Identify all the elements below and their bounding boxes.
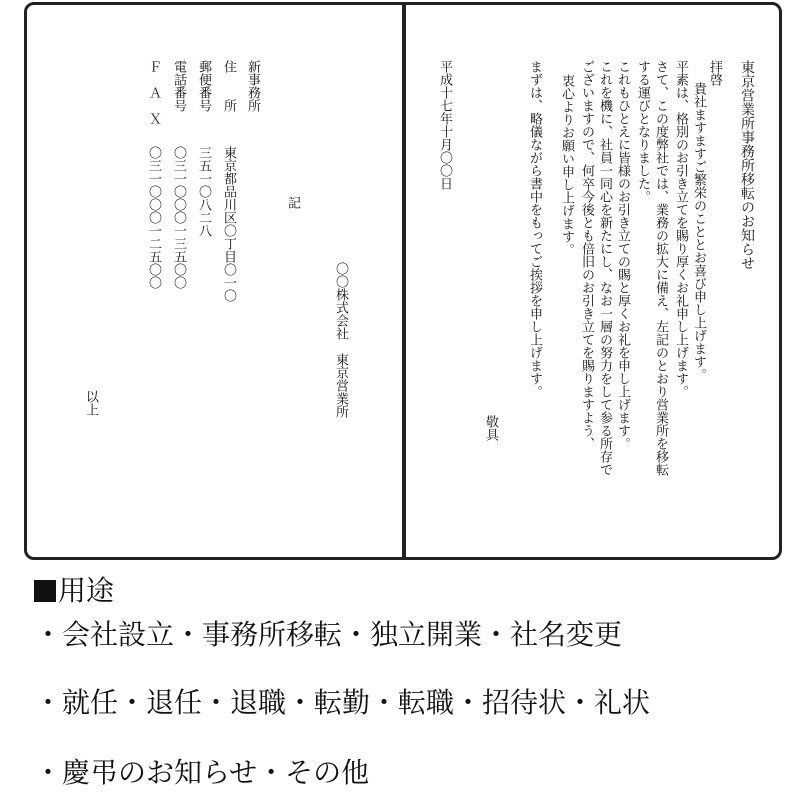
company-name: 〇〇株式会社 東京営業所 — [333, 262, 348, 418]
black-square-icon — [34, 580, 56, 602]
letter-body-line: まずは、略儀ながら書中をもってご挨拶を申し上げます。 — [527, 60, 542, 398]
letter-body-line: さて、この度弊社では、業務の拡大に備え、左記のとおり営業所を移転 — [653, 60, 668, 476]
usage-line: ・慶弔のお知らせ・その他 — [34, 756, 370, 789]
letter-title: 東京営業所事務所移転のお知らせ — [739, 60, 755, 270]
detail-label-address: 住 所 — [221, 60, 236, 112]
letter-body-line: これを機に、社員一同心を新たにし、なお一層の努力をして参る所存で — [597, 60, 612, 476]
letter-body-line: する運びとなりました。 — [635, 60, 650, 203]
ki-marker: 記 — [285, 196, 300, 209]
detail-value-address: 東京都品川区〇丁目〇一〇 — [221, 146, 236, 302]
usage-line: ・会社設立・事務所移転・独立開業・社名変更 — [34, 618, 623, 651]
letter-body-line: 平素は、格別のお引き立てを賜り厚くお礼申し上げます。 — [673, 60, 688, 398]
letter-date: 平成十七年十月〇〇日 — [437, 60, 452, 190]
new-office-label: 新事務所 — [245, 60, 260, 112]
usage-line: ・就任・退任・退職・転勤・転職・招待状・礼状 — [34, 686, 651, 719]
ijou-marker: 以上 — [83, 390, 98, 416]
detail-value-fax: 〇三一〇〇〇一二五〇〇 — [146, 146, 161, 289]
detail-label-postal: 郵便番号 — [196, 60, 211, 112]
letter-body-line: ございますので、何卒今後とも倍旧のお引き立てを賜りますよう、 — [579, 60, 594, 450]
letter-opening: 拝啓 — [707, 60, 722, 86]
letter-body-line: 貴社ますますご繁栄のこととお喜び申し上げます。 — [691, 82, 706, 381]
detail-label-fax: Ｆ Ａ Ｘ — [146, 60, 161, 125]
letter-closing: 敬具 — [483, 415, 498, 441]
letter-body-line: 衷心よりお願い申し上げます。 — [559, 74, 574, 256]
letter-body-line: これもひとえに皆様のお引き立ての賜と厚くお礼を申し上げます。 — [615, 60, 630, 450]
detail-value-phone: 〇三一〇〇〇一三五〇〇 — [171, 146, 186, 289]
card-fold-line — [402, 2, 406, 560]
usage-heading — [34, 574, 114, 608]
detail-label-phone: 電話番号 — [171, 60, 186, 112]
detail-value-postal: 三五一〇八二八 — [196, 146, 211, 237]
usage-heading-text: 用途 — [58, 574, 115, 607]
